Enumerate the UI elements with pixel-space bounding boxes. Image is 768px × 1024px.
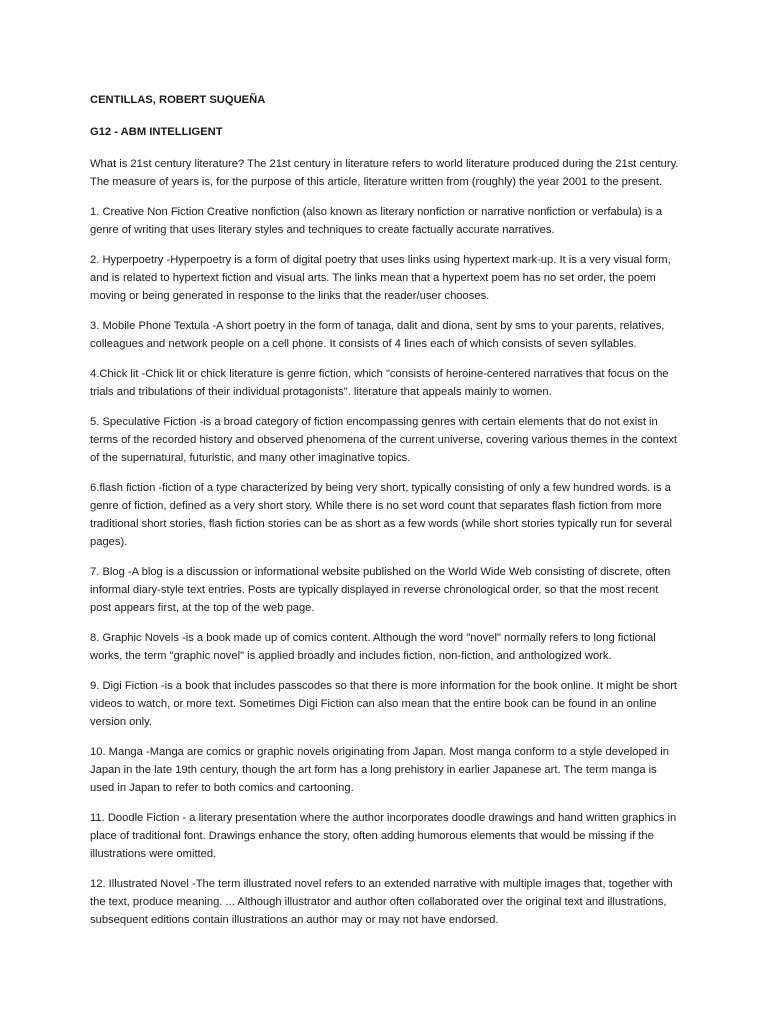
- intro-paragraph: What is 21st century literature? The 21st century in literature refers to world literature produced during the 21st century. The measure of years is, for the purpose of this article, literature written from (roughly) the year 2001 to the present.: [90, 158, 679, 188]
- list-item: 12. Illustrated Novel -The term illustrated novel refers to an extended narrative with multiple images that, together with the text, produce meaning. ... Although illustrator and author often collaborated over the original text and illustrations, subsequent editions contain illustrations an author may or may not have endorsed.: [90, 878, 673, 926]
- list-item: 10. Manga -Manga are comics or graphic novels originating from Japan. Most manga conform to a style developed in Japan in the late 19th century, though the art form has a long prehistory in earlier Japanese art. The term manga is used in Japan to refer to both comics and cartooning.: [90, 746, 669, 794]
- document-page: [90, 91, 680, 941]
- list-item: 7. Blog -A blog is a discussion or informational website published on the World Wide Web consisting of discrete, often informal diary-style text entries. Posts are typically displayed in reverse chronological order, so that the most recent post appears first, at the top of the web page.: [90, 566, 671, 614]
- list-item: 9. Digi Fiction -is a book that includes passcodes so that there is more information for the book online. It might be short videos to watch, or more text. Sometimes Digi Fiction can also mean that the entire book can be found in an online version only.: [90, 680, 678, 728]
- author-name: CENTILLAS, ROBERT SUQUEÑA: [90, 94, 266, 106]
- list-item: 1. Creative Non Fiction Creative nonfiction (also known as literary nonfiction or narrative nonfiction or verfabula) is a genre of writing that uses literary styles and techniques to create factually accurate narratives.: [90, 206, 663, 236]
- section-label: G12 - ABM INTELLIGENT: [90, 126, 223, 138]
- list-item: 11. Doodle Fiction - a literary presentation where the author incorporates doodle drawings and hand written graphics in place of traditional font. Drawings enhance the story, often adding humorous elements that would be missing if the illustrations were omitted.: [90, 812, 677, 860]
- list-item: 2. Hyperpoetry -Hyperpoetry is a form of digital poetry that uses links using hypertext mark-up. It is a very visual form, and is related to hypertext fiction and visual arts. The links mean that a hypertext poem has no set order, the poem moving or being generated in response to the links that the reader/user chooses.: [90, 254, 671, 302]
- list-item: 4.Chick lit -Chick lit or chick literature is genre fiction, which "consists of heroine-centered narratives that focus on the trials and tribulations of their individual protagonists". literature that appeals mainly to women.: [90, 368, 669, 398]
- list-item: 3. Mobile Phone Textula -A short poetry in the form of tanaga, dalit and diona, sent by sms to your parents, relatives, colleagues and network people on a cell phone. It consists of 4 lines each of which consists of seven syllables.: [90, 320, 665, 350]
- list-item: 8. Graphic Novels -is a book made up of comics content. Although the word "novel" normally refers to long fictional works, the term "graphic novel" is applied broadly and includes fiction, non-fiction, and anthologized work.: [90, 632, 656, 662]
- list-item: 6.flash fiction -fiction of a type characterized by being very short, typically consisting of only a few hundred words. is a genre of fiction, defined as a very short story. While there is no set word count that separates flash fiction from more traditional short stories, flash fiction stories can be as short as a few words (while short stories typically run for several pages).: [90, 482, 672, 548]
- list-item: 5. Speculative Fiction -is a broad category of fiction encompassing genres with certain elements that do not exist in terms of the recorded history and observed phenomena of the current universe, covering various themes in the context of the supernatural, futuristic, and many other imaginative topics.: [90, 416, 678, 464]
